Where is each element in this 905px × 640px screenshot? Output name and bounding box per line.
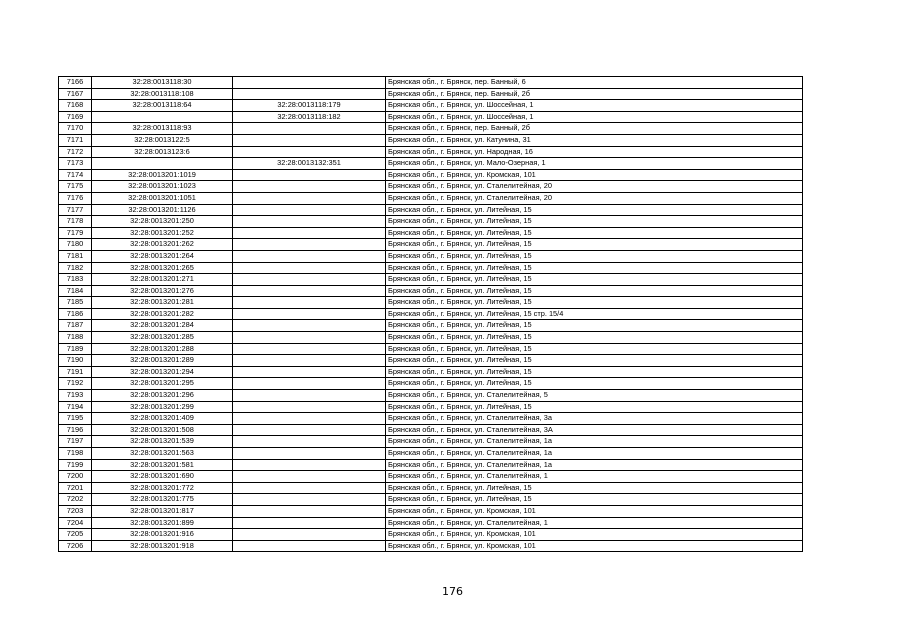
page-number: 176 — [442, 585, 463, 598]
address-cell: Брянская обл., г. Брянск, ул. Сталелитейная, 1а — [386, 448, 803, 460]
table-row — [59, 366, 803, 378]
linked-cadastral-number-cell — [233, 378, 386, 390]
linked-cadastral-number-cell — [233, 308, 386, 320]
row-number-cell: 7199 — [59, 459, 92, 471]
cadastral-number-cell: 32:28:0013118:30 — [92, 77, 233, 89]
address-cell: Брянская обл., г. Брянск, ул. Кромская, 101 — [386, 505, 803, 517]
table-row — [59, 158, 803, 170]
cadastral-number-cell: 32:28:0013201:775 — [92, 494, 233, 506]
address-cell: Брянская обл., г. Брянск, ул. Литейная, 15 — [386, 285, 803, 297]
cadastral-number-cell: 32:28:0013201:817 — [92, 505, 233, 517]
linked-cadastral-number-cell — [233, 88, 386, 100]
linked-cadastral-number-cell — [233, 448, 386, 460]
linked-cadastral-number-cell — [233, 239, 386, 251]
row-number-cell: 7184 — [59, 285, 92, 297]
cadastral-number-cell: 32:28:0013201:296 — [92, 390, 233, 402]
linked-cadastral-number-cell — [233, 529, 386, 541]
cadastral-number-cell: 32:28:0013118:64 — [92, 100, 233, 112]
cadastral-number-cell: 32:28:0013201:409 — [92, 413, 233, 425]
table-row — [59, 192, 803, 204]
address-cell: Брянская обл., г. Брянск, ул. Литейная, 15 — [386, 343, 803, 355]
linked-cadastral-number-cell — [233, 413, 386, 425]
cadastral-number-cell: 32:28:0013201:563 — [92, 448, 233, 460]
row-number-cell: 7176 — [59, 192, 92, 204]
row-number-cell: 7172 — [59, 146, 92, 158]
row-number-cell: 7201 — [59, 482, 92, 494]
linked-cadastral-number-cell — [233, 540, 386, 552]
address-cell: Брянская обл., г. Брянск, ул. Литейная, 15 — [386, 401, 803, 413]
table-row — [59, 355, 803, 367]
linked-cadastral-number-cell — [233, 424, 386, 436]
row-number-cell: 7193 — [59, 390, 92, 402]
address-cell: Брянская обл., г. Брянск, ул. Сталелитейная, 1а — [386, 459, 803, 471]
linked-cadastral-number-cell — [233, 320, 386, 332]
table-row — [59, 216, 803, 228]
table-row — [59, 111, 803, 123]
linked-cadastral-number-cell — [233, 285, 386, 297]
table-row — [59, 378, 803, 390]
row-number-cell: 7187 — [59, 320, 92, 332]
row-number-cell: 7168 — [59, 100, 92, 112]
cadastral-number-cell: 32:28:0013118:108 — [92, 88, 233, 100]
cadastral-number-cell: 32:28:0013201:282 — [92, 308, 233, 320]
cadastral-number-cell: 32:28:0013201:1019 — [92, 169, 233, 181]
property-registry-table — [58, 76, 803, 552]
linked-cadastral-number-cell — [233, 505, 386, 517]
table-row — [59, 332, 803, 344]
cadastral-number-cell: 32:28:0013201:690 — [92, 471, 233, 483]
cadastral-number-cell — [92, 111, 233, 123]
address-cell: Брянская обл., г. Брянск, ул. Кромская, 101 — [386, 529, 803, 541]
address-cell: Брянская обл., г. Брянск, ул. Литейная, 15 — [386, 320, 803, 332]
linked-cadastral-number-cell — [233, 274, 386, 286]
address-cell: Брянская обл., г. Брянск, пер. Банный, 2б — [386, 123, 803, 135]
row-number-cell: 7182 — [59, 262, 92, 274]
cadastral-number-cell — [92, 158, 233, 170]
linked-cadastral-number-cell — [233, 77, 386, 89]
address-cell: Брянская обл., г. Брянск, ул. Сталелитейная, 1 — [386, 517, 803, 529]
linked-cadastral-number-cell — [233, 204, 386, 216]
linked-cadastral-number-cell — [233, 471, 386, 483]
table-row — [59, 285, 803, 297]
table-row — [59, 413, 803, 425]
row-number-cell: 7173 — [59, 158, 92, 170]
row-number-cell: 7205 — [59, 529, 92, 541]
linked-cadastral-number-cell — [233, 250, 386, 262]
address-cell: Брянская обл., г. Брянск, пер. Банный, 2б — [386, 88, 803, 100]
cadastral-number-cell: 32:28:0013201:288 — [92, 343, 233, 355]
row-number-cell: 7197 — [59, 436, 92, 448]
linked-cadastral-number-cell — [233, 332, 386, 344]
table-row — [59, 181, 803, 193]
address-cell: Брянская обл., г. Брянск, ул. Литейная, 15 — [386, 262, 803, 274]
row-number-cell: 7175 — [59, 181, 92, 193]
cadastral-number-cell: 32:28:0013122:5 — [92, 134, 233, 146]
cadastral-number-cell: 32:28:0013123:6 — [92, 146, 233, 158]
cadastral-number-cell: 32:28:0013201:772 — [92, 482, 233, 494]
linked-cadastral-number-cell — [233, 517, 386, 529]
address-cell: Брянская обл., г. Брянск, ул. Литейная, 15 — [386, 274, 803, 286]
address-cell: Брянская обл., г. Брянск, ул. Шоссейная, 1 — [386, 111, 803, 123]
cadastral-number-cell: 32:28:0013201:581 — [92, 459, 233, 471]
cadastral-number-cell: 32:28:0013201:916 — [92, 529, 233, 541]
cadastral-number-cell: 32:28:0013201:1023 — [92, 181, 233, 193]
linked-cadastral-number-cell — [233, 227, 386, 239]
row-number-cell: 7177 — [59, 204, 92, 216]
linked-cadastral-number-cell: 32:28:0013118:179 — [233, 100, 386, 112]
table-row — [59, 88, 803, 100]
row-number-cell: 7180 — [59, 239, 92, 251]
table-row — [59, 448, 803, 460]
address-cell: Брянская обл., г. Брянск, ул. Литейная, 15 — [386, 227, 803, 239]
table-row — [59, 471, 803, 483]
table-row — [59, 239, 803, 251]
row-number-cell: 7206 — [59, 540, 92, 552]
address-cell: Брянская обл., г. Брянск, ул. Кромская, 101 — [386, 169, 803, 181]
linked-cadastral-number-cell — [233, 343, 386, 355]
row-number-cell: 7174 — [59, 169, 92, 181]
table-row — [59, 169, 803, 181]
table-row — [59, 308, 803, 320]
address-cell: Брянская обл., г. Брянск, ул. Катунина, 31 — [386, 134, 803, 146]
address-cell: Брянская обл., г. Брянск, ул. Литейная, 15 — [386, 239, 803, 251]
cadastral-number-cell: 32:28:0013201:264 — [92, 250, 233, 262]
row-number-cell: 7195 — [59, 413, 92, 425]
row-number-cell: 7169 — [59, 111, 92, 123]
cadastral-number-cell: 32:28:0013201:539 — [92, 436, 233, 448]
row-number-cell: 7178 — [59, 216, 92, 228]
table-row — [59, 505, 803, 517]
address-cell: Брянская обл., г. Брянск, пер. Банный, 6 — [386, 77, 803, 89]
cadastral-number-cell: 32:28:0013201:271 — [92, 274, 233, 286]
cadastral-number-cell: 32:28:0013201:276 — [92, 285, 233, 297]
address-cell: Брянская обл., г. Брянск, ул. Народная, 16 — [386, 146, 803, 158]
address-cell: Брянская обл., г. Брянск, ул. Мало-Озерная, 1 — [386, 158, 803, 170]
table-row — [59, 390, 803, 402]
table-row — [59, 424, 803, 436]
row-number-cell: 7196 — [59, 424, 92, 436]
cadastral-number-cell: 32:28:0013201:265 — [92, 262, 233, 274]
table-row — [59, 517, 803, 529]
linked-cadastral-number-cell — [233, 482, 386, 494]
cadastral-number-cell: 32:28:0013201:289 — [92, 355, 233, 367]
linked-cadastral-number-cell: 32:28:0013132:351 — [233, 158, 386, 170]
row-number-cell: 7200 — [59, 471, 92, 483]
address-cell: Брянская обл., г. Брянск, ул. Сталелитейная, 1а — [386, 436, 803, 448]
row-number-cell: 7183 — [59, 274, 92, 286]
table-row — [59, 274, 803, 286]
table-row — [59, 401, 803, 413]
row-number-cell: 7198 — [59, 448, 92, 460]
table-row — [59, 134, 803, 146]
linked-cadastral-number-cell — [233, 216, 386, 228]
row-number-cell: 7203 — [59, 505, 92, 517]
address-cell: Брянская обл., г. Брянск, ул. Литейная, 15 — [386, 355, 803, 367]
table-row — [59, 529, 803, 541]
address-cell: Брянская обл., г. Брянск, ул. Литейная, 15 — [386, 494, 803, 506]
address-cell: Брянская обл., г. Брянск, ул. Шоссейная, 1 — [386, 100, 803, 112]
table-row — [59, 459, 803, 471]
table-row — [59, 343, 803, 355]
table-row — [59, 436, 803, 448]
linked-cadastral-number-cell — [233, 169, 386, 181]
table-row — [59, 482, 803, 494]
address-cell: Брянская обл., г. Брянск, ул. Сталелитейная, 3а — [386, 413, 803, 425]
row-number-cell: 7179 — [59, 227, 92, 239]
address-cell: Брянская обл., г. Брянск, ул. Сталелитейная, 20 — [386, 192, 803, 204]
table-row — [59, 540, 803, 552]
table-row — [59, 204, 803, 216]
row-number-cell: 7171 — [59, 134, 92, 146]
address-cell: Брянская обл., г. Брянск, ул. Сталелитейная, 1 — [386, 471, 803, 483]
cadastral-number-cell: 32:28:0013201:284 — [92, 320, 233, 332]
cadastral-number-cell: 32:28:0013201:252 — [92, 227, 233, 239]
address-cell: Брянская обл., г. Брянск, ул. Литейная, 15 — [386, 204, 803, 216]
row-number-cell: 7167 — [59, 88, 92, 100]
linked-cadastral-number-cell — [233, 146, 386, 158]
cadastral-number-cell: 32:28:0013201:918 — [92, 540, 233, 552]
table-row — [59, 146, 803, 158]
address-cell: Брянская обл., г. Брянск, ул. Кромская, 101 — [386, 540, 803, 552]
address-cell: Брянская обл., г. Брянск, ул. Литейная, 15 — [386, 482, 803, 494]
address-cell: Брянская обл., г. Брянск, ул. Сталелитейная, 5 — [386, 390, 803, 402]
cadastral-number-cell: 32:28:0013201:250 — [92, 216, 233, 228]
table-row — [59, 77, 803, 89]
linked-cadastral-number-cell — [233, 355, 386, 367]
cadastral-number-cell: 32:28:0013201:1126 — [92, 204, 233, 216]
address-cell: Брянская обл., г. Брянск, ул. Сталелитейная, 3А — [386, 424, 803, 436]
address-cell: Брянская обл., г. Брянск, ул. Сталелитейная, 20 — [386, 181, 803, 193]
address-cell: Брянская обл., г. Брянск, ул. Литейная, 15 — [386, 297, 803, 309]
linked-cadastral-number-cell: 32:28:0013118:182 — [233, 111, 386, 123]
row-number-cell: 7202 — [59, 494, 92, 506]
linked-cadastral-number-cell — [233, 494, 386, 506]
cadastral-number-cell: 32:28:0013201:899 — [92, 517, 233, 529]
linked-cadastral-number-cell — [233, 401, 386, 413]
row-number-cell: 7181 — [59, 250, 92, 262]
table-row — [59, 297, 803, 309]
linked-cadastral-number-cell — [233, 436, 386, 448]
row-number-cell: 7170 — [59, 123, 92, 135]
row-number-cell: 7166 — [59, 77, 92, 89]
cadastral-number-cell: 32:28:0013201:285 — [92, 332, 233, 344]
cadastral-number-cell: 32:28:0013201:299 — [92, 401, 233, 413]
row-number-cell: 7189 — [59, 343, 92, 355]
cadastral-number-cell: 32:28:0013201:508 — [92, 424, 233, 436]
row-number-cell: 7190 — [59, 355, 92, 367]
registry-table-body — [59, 77, 803, 552]
linked-cadastral-number-cell — [233, 459, 386, 471]
row-number-cell: 7191 — [59, 366, 92, 378]
table-row — [59, 494, 803, 506]
row-number-cell: 7188 — [59, 332, 92, 344]
address-cell: Брянская обл., г. Брянск, ул. Литейная, 15 — [386, 378, 803, 390]
table-row — [59, 100, 803, 112]
linked-cadastral-number-cell — [233, 192, 386, 204]
table-row — [59, 320, 803, 332]
row-number-cell: 7194 — [59, 401, 92, 413]
address-cell: Брянская обл., г. Брянск, ул. Литейная, 15 — [386, 366, 803, 378]
linked-cadastral-number-cell — [233, 123, 386, 135]
cadastral-number-cell: 32:28:0013201:1051 — [92, 192, 233, 204]
linked-cadastral-number-cell — [233, 366, 386, 378]
cadastral-number-cell: 32:28:0013201:295 — [92, 378, 233, 390]
row-number-cell: 7204 — [59, 517, 92, 529]
address-cell: Брянская обл., г. Брянск, ул. Литейная, 15 стр. 15/4 — [386, 308, 803, 320]
cadastral-number-cell: 32:28:0013201:262 — [92, 239, 233, 251]
linked-cadastral-number-cell — [233, 262, 386, 274]
linked-cadastral-number-cell — [233, 134, 386, 146]
cadastral-number-cell: 32:28:0013201:294 — [92, 366, 233, 378]
table-row — [59, 227, 803, 239]
table-row — [59, 250, 803, 262]
linked-cadastral-number-cell — [233, 297, 386, 309]
cadastral-number-cell: 32:28:0013118:93 — [92, 123, 233, 135]
address-cell: Брянская обл., г. Брянск, ул. Литейная, 15 — [386, 332, 803, 344]
linked-cadastral-number-cell — [233, 390, 386, 402]
row-number-cell: 7185 — [59, 297, 92, 309]
table-row — [59, 123, 803, 135]
address-cell: Брянская обл., г. Брянск, ул. Литейная, 15 — [386, 216, 803, 228]
address-cell: Брянская обл., г. Брянск, ул. Литейная, 15 — [386, 250, 803, 262]
cadastral-number-cell: 32:28:0013201:281 — [92, 297, 233, 309]
row-number-cell: 7192 — [59, 378, 92, 390]
row-number-cell: 7186 — [59, 308, 92, 320]
linked-cadastral-number-cell — [233, 181, 386, 193]
table-row — [59, 262, 803, 274]
